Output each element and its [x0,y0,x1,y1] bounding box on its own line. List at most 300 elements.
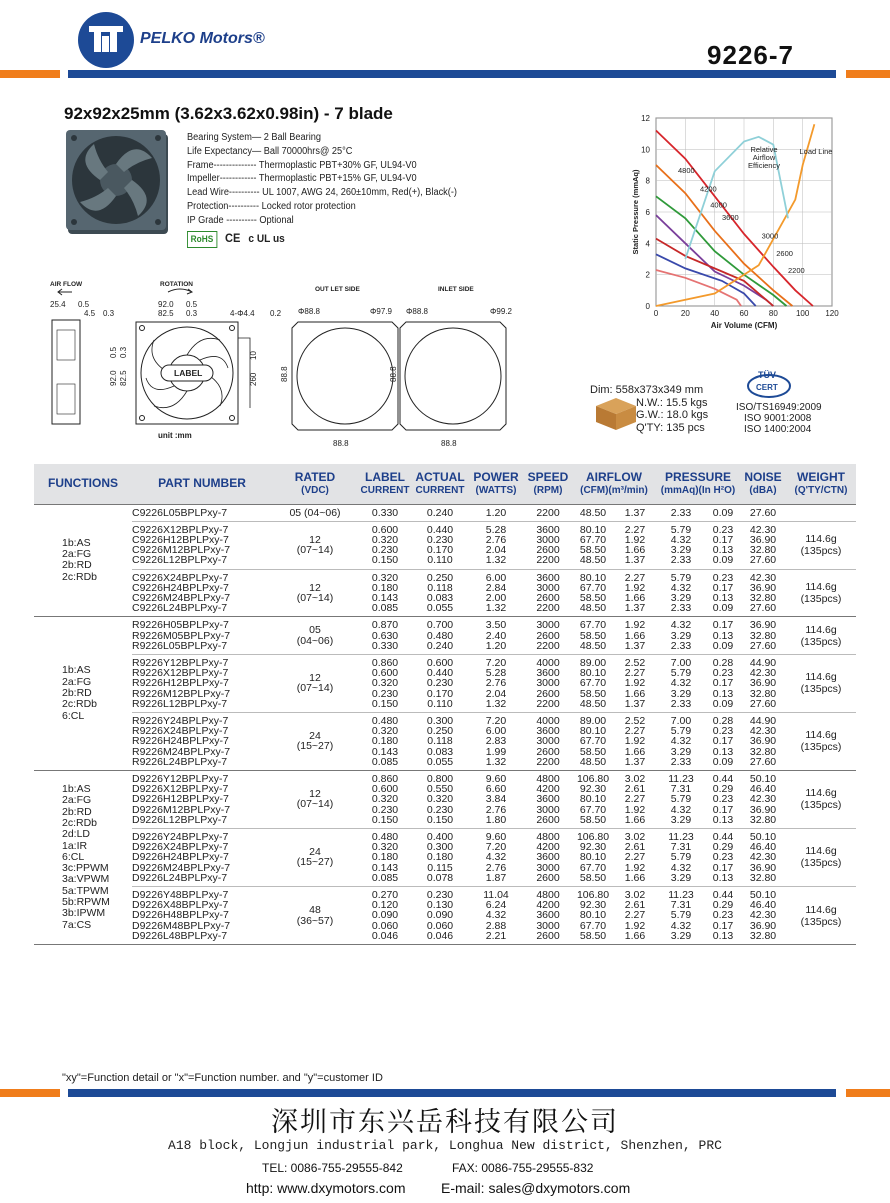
outlet-v: 88.8 [280,366,289,382]
rated-voltage: (04~06) [296,634,334,647]
value-cell [524,617,572,655]
col-functions: FUNCTIONS [34,464,132,504]
part-number-cell [132,654,272,712]
value-cell [412,569,468,617]
dim-0-3b: 0.3 [186,309,198,318]
rated-voltage-cell [272,617,358,655]
value: 2.27 [624,909,646,922]
value: 3.29 [670,745,692,758]
value: 1.32 [485,554,507,567]
annotation-efficiency: Relative [750,145,778,154]
value: 80.10 [579,725,607,738]
part-number: D9226M24BPLPxy-7 [132,861,231,874]
part-number: D9226Y12BPLPxy-7 [132,772,229,785]
value: 0.230 [426,533,454,546]
value: 2.21 [485,929,507,942]
dim-v-82-5: 82.5 [119,370,128,386]
function-code: 2c:RDb [62,698,98,711]
value-cell [468,887,524,945]
rated-voltage: 05 (04~06) [289,506,341,519]
value: 27.60 [749,639,777,652]
value: 0.060 [426,919,454,932]
value: 0.330 [371,639,399,652]
value-cell [358,504,412,521]
y-axis-label: Static Pressure (mmAq) [631,169,640,255]
value: 58.50 [579,813,607,826]
value-cell [614,617,656,655]
logo-mark-icon [88,24,124,56]
value: 0.240 [426,639,454,652]
cert-iso-1400: ISO 1400:2004 [744,424,812,435]
value-cell [358,654,412,712]
value: 1.66 [624,745,646,758]
value: 0.09 [712,697,734,710]
value: 2.27 [624,523,646,536]
part-number: R9226M24BPLPxy-7 [132,745,231,758]
part-number: R9226H12BPLPxy-7 [132,677,229,690]
dim-0-5a: 0.5 [78,300,90,309]
value: 2600 [536,871,560,884]
value: 0.44 [712,830,734,843]
table-row [34,617,856,655]
outlet-side-label: OUT LET SIDE [315,286,360,293]
col-noise: NOISE (dBA) [740,464,786,504]
value: 2600 [536,544,560,557]
value: 4.32 [485,909,507,922]
col-part-number: PART NUMBER [132,464,272,504]
function-code: 2a:FG [62,675,92,688]
weight-value: (135pcs) [800,741,842,754]
value: 32.80 [749,544,777,557]
value: 2.84 [485,581,507,594]
value: 3000 [536,581,560,594]
value: 48.50 [579,697,607,710]
rated-voltage: 12 [309,672,321,685]
performance-chart [628,112,840,338]
value-cell [706,569,740,617]
weight-value: 114.6g [805,903,837,916]
value-cell [706,828,740,886]
y-tick-label: 10 [641,145,650,155]
value: 0.270 [371,889,399,901]
value: 0.300 [426,714,454,727]
value: 0.170 [426,687,454,700]
value: 0.180 [371,581,399,594]
part-number: C9226L12BPLPxy-7 [132,554,228,567]
value: 2.00 [485,591,507,604]
value: 48.50 [579,602,607,615]
value: 1.66 [624,544,646,557]
value: 1.66 [624,929,646,942]
value: 0.860 [371,656,399,669]
function-code: 2b:RD [62,559,92,572]
part-number: D9226L24BPLPxy-7 [132,871,228,884]
value: 67.70 [579,919,607,932]
part-number-cell [132,887,272,945]
value: 46.40 [749,841,777,854]
part-number-cell [132,617,272,655]
value: 1.37 [624,697,646,710]
value: 2.33 [670,554,692,567]
weight-cell [786,504,856,521]
value: 0.240 [426,506,454,519]
value-cell [524,654,572,712]
footer-bar-left [0,1089,60,1097]
rohs-badge: RoHS [187,231,217,249]
value-cell [412,521,468,569]
weight-value: (135pcs) [800,915,842,928]
value: 58.50 [579,591,607,604]
value: 0.085 [371,871,399,884]
value: 1.66 [624,687,646,700]
value: 0.143 [371,861,399,874]
dim-lead-tol: 10 [249,351,258,360]
footer-bar-right [846,1089,890,1097]
weight-value: 114.6g [805,671,837,684]
part-number-cell [132,712,272,770]
value: 0.230 [426,889,454,901]
value: 7.31 [670,841,692,854]
value: 0.250 [426,571,454,584]
value: 106.80 [576,889,610,901]
weight-value: 114.6g [805,623,837,636]
fan-photo [64,128,174,240]
email-link[interactable]: E-mail: sales@dxymotors.com [441,1180,631,1196]
airflow-label: AIR FLOW [50,281,83,288]
value: 4.32 [670,919,692,932]
part-number: D9226H48BPLPxy-7 [132,909,229,922]
part-number: R9226X12BPLPxy-7 [132,667,229,680]
dim-v-92-0: 92.0 [109,370,118,386]
value: 0.23 [712,793,734,806]
value: 0.480 [426,629,454,642]
side-view [52,320,80,424]
value: 106.80 [576,830,610,843]
value: 0.046 [426,929,454,942]
value: 1.92 [624,581,646,594]
part-number: D9226M48BPLPxy-7 [132,919,231,932]
value: 2600 [536,929,560,942]
value: 3.29 [670,544,692,557]
value: 1.32 [485,697,507,710]
table-row [34,712,856,770]
value: 2.27 [624,571,646,584]
value: 5.79 [670,725,692,738]
value: 0.078 [426,871,454,884]
value: 0.13 [712,929,734,942]
value: 4000 [536,656,560,669]
value: 0.700 [426,619,454,632]
function-code: 5a:TPWM [62,884,109,897]
value-cell [706,712,740,770]
value: 1.37 [624,639,646,652]
table-header [34,464,856,504]
value-cell [468,521,524,569]
spec-lead-wire: Lead Wire---------- UL 1007, AWG 24, 260±10mm, Red(+), Black(-) [187,187,457,199]
function-code: 2a:FG [62,794,92,807]
value: 0.180 [371,851,399,864]
weight-value: 114.6g [805,787,837,800]
rated-voltage: 24 [309,846,321,859]
outlet-d2: Φ97.9 [370,307,392,316]
cert-list [736,402,822,435]
value-cell [572,617,614,655]
part-number: R9226L05BPLPxy-7 [132,639,228,652]
part-number-cell [132,569,272,617]
part-number-cell [132,504,272,521]
value: 50.10 [749,889,777,901]
value: 0.320 [371,725,399,738]
value: 7.00 [670,656,692,669]
value: 1.20 [485,639,507,652]
value: 0.870 [371,619,399,632]
part-number: C9226H24BPLPxy-7 [132,581,229,594]
value: 2600 [536,813,560,826]
value: 0.17 [712,919,734,932]
value: 2.04 [485,687,507,700]
value: 0.860 [371,772,399,785]
value: 2.04 [485,544,507,557]
value: 4.32 [670,735,692,748]
value: 32.80 [749,745,777,758]
dim-v-0-5: 0.5 [109,346,118,358]
weight-value: (135pcs) [800,799,842,812]
value: 92.30 [579,899,607,912]
value-cell [656,617,706,655]
function-code: 3c:PPWM [62,862,109,875]
value: 0.090 [371,909,399,922]
value: 36.90 [749,919,777,932]
value-cell [468,770,524,828]
spec-ip-grade: IP Grade ---------- Optional [187,214,294,226]
value: 0.230 [371,544,399,557]
value-cell [468,504,524,521]
part-number: D9226M12BPLPxy-7 [132,803,231,816]
value: 27.60 [749,697,777,710]
part-number: D9226Y24BPLPxy-7 [132,830,229,843]
value: 2200 [536,506,560,519]
col-weight: WEIGHT (Q'TY/CTN) [786,464,856,504]
value: 27.60 [749,755,777,768]
dimension-drawings [40,278,540,450]
value-cell [412,712,468,770]
x-tick-label: 60 [739,309,749,318]
spec-impeller: Impeller------------ Thermoplastic PBT+15% GF, UL94-V0 [187,173,417,185]
fax-number: FAX: 0086-755-29555-832 [452,1161,594,1175]
value: 2.88 [485,919,507,932]
value: 1.66 [624,629,646,642]
value-cell [740,654,786,712]
y-tick-label: 6 [645,208,650,217]
value: 32.80 [749,687,777,700]
value-cell [656,712,706,770]
value: 0.800 [426,772,454,785]
value-cell [706,887,740,945]
value: 0.17 [712,677,734,690]
footer-bar-center [68,1089,836,1097]
value: 32.80 [749,629,777,642]
value: 80.10 [579,667,607,680]
function-code: 2a:FG [62,548,92,561]
part-number: D9226X48BPLPxy-7 [132,899,229,912]
value: 3000 [536,735,560,748]
value: 2.33 [670,506,692,519]
value: 58.50 [579,929,607,942]
value-cell [656,770,706,828]
value-cell [468,617,524,655]
value: 0.230 [426,677,454,690]
value: 4200 [536,783,560,796]
part-number: C9226M24BPLPxy-7 [132,591,231,604]
value: 4800 [536,830,560,843]
value: 80.10 [579,793,607,806]
value: 1.37 [624,554,646,567]
value: 1.92 [624,533,646,546]
value: 3.29 [670,687,692,700]
value: 2.52 [624,714,646,727]
value: 7.00 [670,714,692,727]
value: 2600 [536,745,560,758]
value: 1.37 [624,755,646,768]
package-dim: Dim: 558x373x349 mm [590,384,704,396]
function-code: 1b:AS [62,536,91,549]
footnote: "xy"=Function detail or "x"=Function number. and "y"=customer ID [62,1072,383,1084]
outlet-d1: Φ88.8 [298,307,320,316]
value: 4200 [536,841,560,854]
value: 4800 [536,889,560,901]
value: 0.09 [712,506,734,519]
weight-cell [786,521,856,569]
weight-value: 114.6g [805,845,837,858]
value: 48.50 [579,554,607,567]
value: 0.250 [426,725,454,738]
value: 5.79 [670,523,692,536]
value: 36.90 [749,619,777,632]
value-cell [412,887,468,945]
inlet-h: 88.8 [441,439,457,448]
value: 2200 [536,554,560,567]
value-cell [524,712,572,770]
value: 44.90 [749,656,777,669]
value: 58.50 [579,871,607,884]
tuv-cert-logo [746,368,792,400]
value: 58.50 [579,745,607,758]
value-cell [468,712,524,770]
function-code: 1a:IR [62,839,88,852]
value: 0.090 [426,909,454,922]
value: 58.50 [579,687,607,700]
value-cell [572,770,614,828]
value: 3.29 [670,591,692,604]
value: 0.23 [712,523,734,536]
dim-4-5: 4.5 [84,309,96,318]
value: 0.23 [712,571,734,584]
website-link[interactable]: http: www.dxymotors.com [246,1180,406,1196]
value: 0.143 [371,745,399,758]
value: 36.90 [749,677,777,690]
rated-voltage: (07~14) [296,682,334,695]
value: 1.92 [624,803,646,816]
value: 0.13 [712,544,734,557]
value: 89.00 [579,714,607,727]
value: 7.31 [670,899,692,912]
value: 36.90 [749,533,777,546]
function-code: 2c:RDb [62,570,98,583]
value: 0.320 [371,571,399,584]
header-bar-left [0,70,60,78]
value-cell [706,504,740,521]
value: 4.32 [670,677,692,690]
value: 1.20 [485,506,507,519]
value: 4.32 [670,533,692,546]
cert-badges [187,231,457,249]
y-tick-label: 8 [645,176,650,186]
value-cell [740,569,786,617]
function-code: 6:CL [62,709,85,722]
part-number: C9226X12BPLPxy-7 [132,523,229,536]
weight-cell [786,654,856,712]
part-number: R9226Y24BPLPxy-7 [132,714,229,727]
value: 0.13 [712,687,734,700]
value: 0.118 [427,581,453,594]
value: 2.61 [624,899,646,912]
value: 0.23 [712,851,734,864]
value-cell [614,569,656,617]
value: 67.70 [579,677,607,690]
value-cell [656,654,706,712]
function-code: 2b:RD [62,687,92,699]
value-cell [740,712,786,770]
cert-iso-ts: ISO/TS16949:2009 [736,402,822,413]
value: 1.92 [624,735,646,748]
col-actual-current: ACTUAL CURRENT [412,464,468,504]
value-cell [358,569,412,617]
value: 0.23 [712,667,734,680]
value: 3000 [536,619,560,632]
value: 0.28 [712,714,734,727]
value: 80.10 [579,909,607,922]
value: 1.80 [485,813,507,826]
value: 2.33 [670,697,692,710]
value: 1.32 [485,755,507,768]
value: 0.180 [371,735,399,748]
value-cell [524,828,572,886]
value: 0.330 [371,506,399,519]
part-number: D9226Y48BPLPxy-7 [132,889,229,901]
value: 4.32 [670,803,692,816]
value-cell [740,521,786,569]
value: 3000 [536,861,560,874]
value-cell [614,887,656,945]
value: 2.76 [485,861,507,874]
col-power: POWER (WATTS) [468,464,524,504]
value: 48.50 [579,755,607,768]
value: 80.10 [579,851,607,864]
y-tick-label: 0 [645,302,650,311]
value-cell [572,504,614,521]
inlet-view [400,322,506,430]
value: 2.61 [624,783,646,796]
rated-voltage-cell [272,569,358,617]
value: 3.29 [670,629,692,642]
value: 0.300 [426,841,454,854]
value: 0.130 [426,899,454,912]
value: 0.44 [712,889,734,901]
value: 0.320 [371,677,399,690]
part-number: D9226L12BPLPxy-7 [132,813,228,826]
value: 36.90 [749,735,777,748]
weight-cell [786,617,856,655]
